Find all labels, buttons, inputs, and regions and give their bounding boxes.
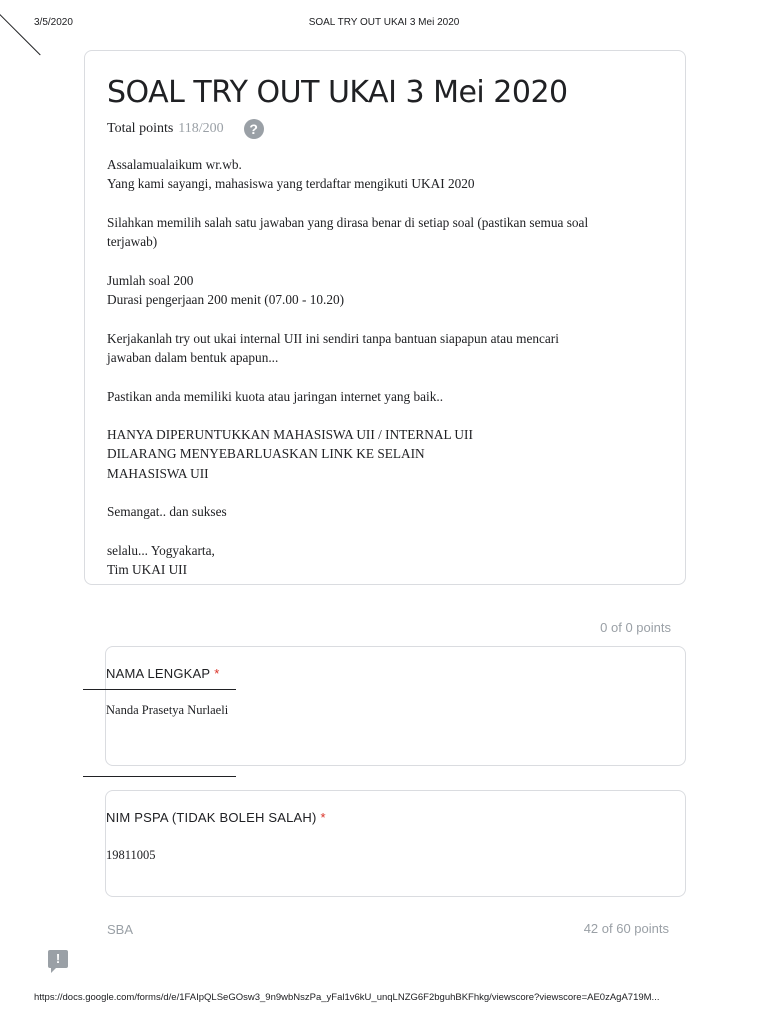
divider-line — [83, 689, 236, 690]
description-line: MAHASISWA UII — [107, 465, 209, 481]
description-line: Semangat.. dan sukses — [107, 504, 227, 520]
question-title-text: NIM PSPA (TIDAK BOLEH SALAH) — [106, 810, 317, 825]
description-spacer — [107, 367, 667, 386]
total-points-value: 118/200 — [178, 121, 224, 136]
description-spacer — [107, 406, 667, 425]
description-spacer — [107, 251, 667, 270]
section-points: 0 of 0 points — [600, 620, 671, 635]
corner-fold-line — [0, 8, 41, 55]
total-points-label: Total points — [107, 121, 174, 136]
description-line: Tim UKAI UII — [107, 562, 188, 578]
section-points-sba: 42 of 60 points — [583, 921, 669, 936]
description-line: selalu... Yogyakarta, — [107, 542, 215, 558]
print-header — [0, 17, 768, 31]
print-footer-url: https://docs.google.com/forms/d/e/1FAIpQLSeGOsw3_9n9wbNszPa_yFal1v6kU_unqLNZG6F2bguhBKFhkg/viewscore?viewscore=AE0zAgA719M... — [34, 992, 660, 1003]
section-title-sba: SBA — [107, 922, 134, 937]
description-line: Yang kami sayangi, mahasiswa yang terdaftar mengikuti UKAI 2020 — [107, 176, 475, 192]
print-date: 3/5/2020 — [34, 17, 73, 28]
description-line: terjawab) — [107, 234, 158, 250]
question-title — [106, 810, 326, 825]
description-line: Pastikan anda memiliki kuota atau jaringan internet yang baik.. — [107, 388, 444, 404]
answer-text: 19811005 — [106, 848, 156, 862]
description-line: Jumlah soal 200 — [107, 272, 194, 288]
description-line: Durasi pengerjaan 200 menit (07.00 - 10.20) — [107, 292, 345, 308]
question-title-text: NAMA LENGKAP — [106, 666, 211, 681]
form-title: SOAL TRY OUT UKAI 3 Mei 2020 — [107, 75, 568, 110]
form-header-card — [84, 50, 686, 585]
description-spacer — [107, 483, 667, 502]
total-points — [107, 119, 264, 139]
help-circle-icon[interactable]: ? — [244, 119, 264, 139]
description-line: Assalamualaikum wr.wb. — [107, 157, 242, 172]
divider-line — [83, 776, 236, 777]
question-card-nama — [105, 646, 686, 766]
form-description — [107, 155, 667, 580]
description-line: Kerjakanlah try out ukai internal UII ini sendiri tanpa bantuan siapapun atau mencari — [107, 330, 559, 346]
question-title — [106, 666, 220, 681]
description-spacer — [107, 194, 667, 213]
report-feedback-icon[interactable]: ! — [48, 950, 68, 968]
description-line: Silahkan memilih salah satu jawaban yang dirasa benar di setiap soal (pastikan semua soal — [107, 214, 589, 230]
question-card-nim — [105, 790, 686, 897]
description-line: HANYA DIPERUNTUKKAN MAHASISWA UII / INTERNAL UII — [107, 427, 473, 443]
required-asterisk: * — [214, 666, 220, 681]
required-asterisk: * — [320, 810, 326, 825]
description-spacer — [107, 309, 667, 328]
print-title: SOAL TRY OUT UKAI 3 Mei 2020 — [308, 17, 460, 28]
description-spacer — [107, 522, 667, 541]
answer-text: Nanda Prasetya Nurlaeli — [106, 703, 229, 717]
description-line: jawaban dalam bentuk apapun... — [107, 349, 279, 365]
description-line: DILARANG MENYEBARLUASKAN LINK KE SELAIN — [107, 446, 425, 462]
